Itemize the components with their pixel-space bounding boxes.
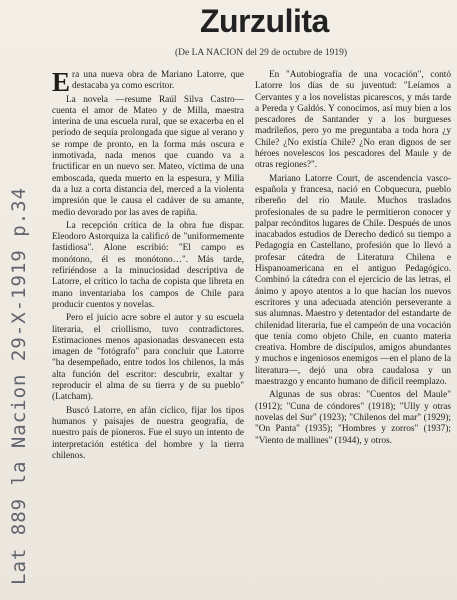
handwritten-margin-note: Lat 889 la Nacion 29-X-1919 p.34 (8, 186, 30, 585)
paragraph: La recepción crítica de la obra fue dispar. Eleodoro Astorquiza la calificó de "uniformemente fastidiosa". Alone escribió: "El campo es monótono, él es monótono…". Más tarde, refiriéndose a la minuciosidad descriptiva de Latorre, el crítico lo tacha de copista que libreta en mano inventariaba los campos de Chile para producir cuentos y novelas. (52, 220, 244, 310)
drop-cap: E (52, 67, 71, 97)
paragraph: Era una nueva obra de Mariano Latorre, que destacaba ya como escritor. (52, 67, 244, 97)
paragraph: Mariano Latorre Court, de ascendencia vasco-española y francesa, nació en Cobquecura, pueblo ribereño del río Maule. Muchos traslados profesionales de su padre le permitieron conocer y palpar recónditos lugares de Chile. Después de unos inacabados estudios de Derecho dedicó su tiempo a Pedagogía en Castellano, profesión que lo llevó a profesar cátedra de Literatura Chilena e Hispanoamericana en el antiguo Pedagógico. Combinó la cátedra con el ejercicio de las letras, el ánimo y apoyo atentos a lo que hacían los nuevos escritores y una adecuada atención perseverante a sus alumnas. Maestro y detentador del estandarte de chilenidad literaria, fue el campeón de una vocación que tenía como objeto Chile, en cuanto materia creativa. Hombre de discípulos, amigos abundantes y muchos e ingeniosos enemigos —en el plano de la literatura—, dejó una obra caudalosa y un maestrazgo y encanto humano de difícil reemplazo. (255, 173, 451, 388)
paragraph: La novela —resume Raúl Silva Castro— cuenta el amor de Mateo y de Milla, maestra interina de una escuela rural, que se exacerba en el período de sequía prolongada que sigue al verano y se rompe de pronto, en la forma más oscura e inmotivada, nada menos que cuando va a fructificar en un nuevo ser. Mateo, víctima de una emboscada, queda muerto en la espesura, y Milla da a luz a corta distancia del, merced a la violenta impresión que le causa el cadáver de su amante, medio devorado por las aves de rapiña. (52, 94, 244, 218)
right-column (255, 70, 451, 449)
paragraph: Algunas de sus obras: "Cuentos del Maule" (1912); "Cuna de cóndores" (1918); "Ully y otras novelas del Sur" (1923); "Chilenos del mar" (1929); "On Panta" (1935); "Hombres y zorros" (1937); "Viento de mallines" (1944), y otros. (255, 390, 451, 446)
dateline: (De LA NACION del 29 de octubre de 1919) (175, 48, 348, 58)
left-column (52, 67, 244, 464)
paragraph: En "Autobiografía de una vocación", contó Latorre los días de su juventud: "Leíamos a Cervantes y a los novelistas picarescos, y más tarde a Pereda y Galdós. Y conocimos, así muy bien a los pescadores de Santander y a los burgueses madrileños, pero yo me preguntaba a toda hora ¿y Chile? ¿No existía Chile? ¿No eran dignos de ser héroes novelescos los pescadores del Maule y de otras regiones?". (255, 70, 451, 171)
paragraph: Buscó Latorre, en afán cíclico, fijar los tipos humanos y paisajes de nuestra geografía, de nuestro país de pioneros. Fue el suyo un intento de interpretación estética del hombre y la tierra chilenos. (52, 405, 244, 461)
paragraph: Pero el juicio acre sobre el autor y su escuela literaria, el criollismo, tuvo contradictores. Estimaciones menos apasionadas desvanecen esta imagen de "fotógrafo" para concluir que Latorre "ha desempeñado, entre todos los chilenos, la más alta función del escritor: descubrir, exaltar y reproducir el alma de su tierra y de su pueblo" (Latcham). (52, 313, 244, 403)
article-title: Zurzulita (200, 3, 329, 39)
